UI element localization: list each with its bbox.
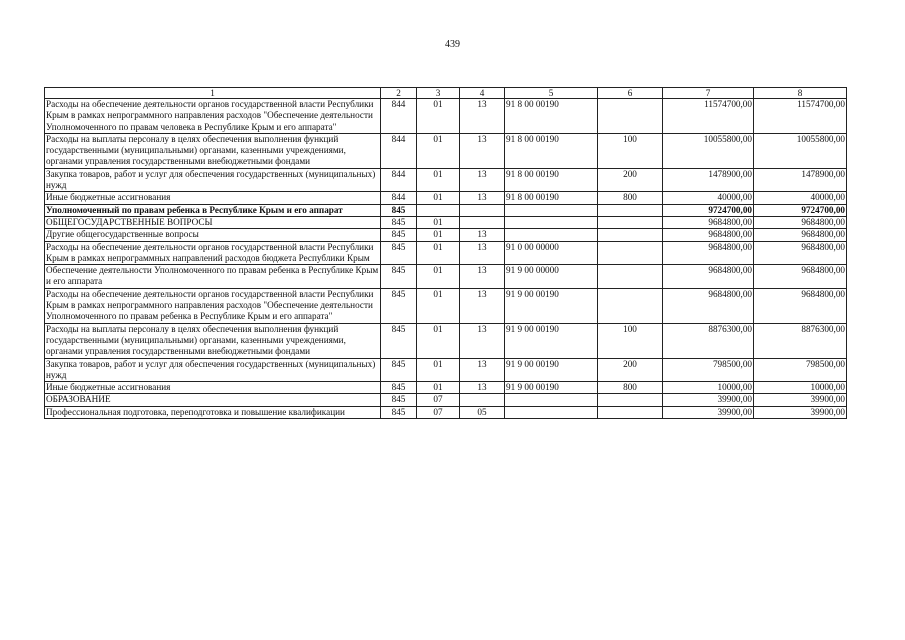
row-subsection-cell: [460, 394, 505, 406]
header-row: [45, 88, 847, 99]
row-subsection-cell: 05: [460, 406, 505, 418]
row-type-cell: [598, 216, 663, 228]
row-code-cell: 845: [381, 241, 417, 265]
row-name-cell: Уполномоченный по правам ребенка в Республике Крым и его аппарат: [45, 204, 381, 216]
row-name-cell: Закупка товаров, работ и услуг для обеспечения государственных (муниципальных) нужд: [45, 358, 381, 382]
row-subsection-cell: [460, 204, 505, 216]
row-code-cell: 844: [381, 192, 417, 204]
row-code-cell: 845: [381, 382, 417, 394]
row-subsection-cell: 13: [460, 229, 505, 241]
row-name-cell: Расходы на обеспечение деятельности органов государственной власти Республики Крым в рамках непрограммных направлений расходов бюджета Республики Крым: [45, 241, 381, 265]
header-col-2: 2: [381, 88, 417, 99]
row-section-cell: 01: [417, 216, 460, 228]
row-type-cell: 800: [598, 382, 663, 394]
row-code-cell: 845: [381, 406, 417, 418]
row-subsection-cell: 13: [460, 99, 505, 134]
row-amount-col7-cell: 39900,00: [663, 406, 754, 418]
row-section-cell: 01: [417, 358, 460, 382]
row-subsection-cell: 13: [460, 382, 505, 394]
row-code-cell: 845: [381, 265, 417, 289]
row-code-cell: 845: [381, 394, 417, 406]
row-amount-col8-cell: 9684800,00: [754, 216, 847, 228]
row-name-cell: Другие общегосударственные вопросы: [45, 229, 381, 241]
row-amount-col7-cell: 1478900,00: [663, 168, 754, 192]
row-amount-col8-cell: 11574700,00: [754, 99, 847, 134]
row-article-cell: [505, 394, 598, 406]
table-row: [45, 168, 847, 192]
row-type-cell: [598, 406, 663, 418]
table-row: [45, 99, 847, 134]
row-amount-col7-cell: 798500,00: [663, 358, 754, 382]
row-amount-col7-cell: 9684800,00: [663, 216, 754, 228]
row-amount-col7-cell: 9684800,00: [663, 241, 754, 265]
row-amount-col8-cell: 1478900,00: [754, 168, 847, 192]
table-row: [45, 406, 847, 418]
row-subsection-cell: 13: [460, 133, 505, 168]
row-type-cell: 200: [598, 358, 663, 382]
row-type-cell: 200: [598, 168, 663, 192]
row-section-cell: 01: [417, 133, 460, 168]
row-amount-col7-cell: 11574700,00: [663, 99, 754, 134]
table-row: [45, 358, 847, 382]
row-amount-col8-cell: 9724700,00: [754, 204, 847, 216]
row-name-cell: ОБЩЕГОСУДАРСТВЕННЫЕ ВОПРОСЫ: [45, 216, 381, 228]
budget-table: [44, 87, 847, 419]
row-code-cell: 845: [381, 288, 417, 323]
row-article-cell: [505, 216, 598, 228]
row-section-cell: 01: [417, 323, 460, 358]
table-row: [45, 192, 847, 204]
row-amount-col7-cell: 9724700,00: [663, 204, 754, 216]
row-name-cell: Расходы на обеспечение деятельности органов государственной власти Республики Крым в рамках непрограммного направления расходов "Обеспечение деятельности Уполномоченного по правам человека в Республике Крым и его аппарата": [45, 99, 381, 134]
row-subsection-cell: 13: [460, 288, 505, 323]
row-amount-col8-cell: 9684800,00: [754, 229, 847, 241]
table-row: [45, 382, 847, 394]
table-row: [45, 394, 847, 406]
row-article-cell: 91 9 00 00190: [505, 323, 598, 358]
row-type-cell: 800: [598, 192, 663, 204]
row-subsection-cell: 13: [460, 323, 505, 358]
row-code-cell: 845: [381, 204, 417, 216]
row-amount-col8-cell: 10055800,00: [754, 133, 847, 168]
row-section-cell: 01: [417, 265, 460, 289]
row-amount-col8-cell: 40000,00: [754, 192, 847, 204]
row-amount-col8-cell: 9684800,00: [754, 241, 847, 265]
row-name-cell: Расходы на выплаты персоналу в целях обеспечения выполнения функций государственными (муниципальными) органами, казенными учреждениями, органами управления государственными внебюджетными фондами: [45, 323, 381, 358]
row-article-cell: 91 9 00 00190: [505, 382, 598, 394]
row-section-cell: 01: [417, 229, 460, 241]
header-col-4: 4: [460, 88, 505, 99]
row-article-cell: 91 0 00 00000: [505, 241, 598, 265]
row-section-cell: [417, 204, 460, 216]
row-name-cell: Профессиональная подготовка, переподготовка и повышение квалификации: [45, 406, 381, 418]
row-code-cell: 845: [381, 358, 417, 382]
row-subsection-cell: 13: [460, 358, 505, 382]
row-amount-col8-cell: 9684800,00: [754, 288, 847, 323]
row-section-cell: 07: [417, 394, 460, 406]
row-subsection-cell: 13: [460, 265, 505, 289]
row-code-cell: 844: [381, 168, 417, 192]
row-section-cell: 01: [417, 192, 460, 204]
row-article-cell: 91 8 00 00190: [505, 168, 598, 192]
table-body: [45, 99, 847, 419]
row-type-cell: [598, 204, 663, 216]
header-col-8: 8: [754, 88, 847, 99]
row-name-cell: Иные бюджетные ассигнования: [45, 382, 381, 394]
row-code-cell: 845: [381, 323, 417, 358]
row-code-cell: 844: [381, 99, 417, 134]
row-subsection-cell: 13: [460, 192, 505, 204]
row-code-cell: 844: [381, 133, 417, 168]
table-row: [45, 241, 847, 265]
table-row: [45, 288, 847, 323]
header-col-7: 7: [663, 88, 754, 99]
row-subsection-cell: 13: [460, 241, 505, 265]
row-article-cell: [505, 406, 598, 418]
row-amount-col7-cell: 8876300,00: [663, 323, 754, 358]
row-amount-col8-cell: 10000,00: [754, 382, 847, 394]
header-col-6: 6: [598, 88, 663, 99]
row-code-cell: 845: [381, 229, 417, 241]
row-amount-col8-cell: 9684800,00: [754, 265, 847, 289]
header-col-5: 5: [505, 88, 598, 99]
row-article-cell: [505, 204, 598, 216]
table-row: [45, 265, 847, 289]
row-type-cell: [598, 394, 663, 406]
row-code-cell: 845: [381, 216, 417, 228]
row-name-cell: ОБРАЗОВАНИЕ: [45, 394, 381, 406]
row-name-cell: Обеспечение деятельности Уполномоченного по правам ребенка в Республике Крым и его аппарата: [45, 265, 381, 289]
row-type-cell: [598, 229, 663, 241]
row-type-cell: [598, 241, 663, 265]
row-type-cell: [598, 265, 663, 289]
row-section-cell: 01: [417, 288, 460, 323]
row-article-cell: 91 9 00 00000: [505, 265, 598, 289]
row-article-cell: [505, 229, 598, 241]
row-amount-col7-cell: 9684800,00: [663, 265, 754, 289]
header-col-3: 3: [417, 88, 460, 99]
page-number: 439: [445, 39, 460, 50]
row-amount-col7-cell: 40000,00: [663, 192, 754, 204]
row-article-cell: 91 8 00 00190: [505, 192, 598, 204]
row-amount-col7-cell: 9684800,00: [663, 229, 754, 241]
table-row: [45, 323, 847, 358]
row-amount-col7-cell: 10055800,00: [663, 133, 754, 168]
table-row: [45, 133, 847, 168]
row-type-cell: 100: [598, 323, 663, 358]
row-amount-col8-cell: 8876300,00: [754, 323, 847, 358]
row-section-cell: 01: [417, 99, 460, 134]
row-amount-col7-cell: 9684800,00: [663, 288, 754, 323]
row-type-cell: [598, 288, 663, 323]
row-name-cell: Расходы на обеспечение деятельности органов государственной власти Республики Крым в рамках непрограммного направления расходов "Обеспечение деятельности Уполномоченного по правам ребенка в Республике Крым и его аппарата": [45, 288, 381, 323]
row-section-cell: 01: [417, 241, 460, 265]
table-row: [45, 204, 847, 216]
row-section-cell: 01: [417, 168, 460, 192]
row-amount-col8-cell: 798500,00: [754, 358, 847, 382]
row-amount-col8-cell: 39900,00: [754, 394, 847, 406]
table-row: [45, 229, 847, 241]
table-row: [45, 216, 847, 228]
row-name-cell: Иные бюджетные ассигнования: [45, 192, 381, 204]
row-amount-col7-cell: 10000,00: [663, 382, 754, 394]
row-type-cell: 100: [598, 133, 663, 168]
row-name-cell: Закупка товаров, работ и услуг для обеспечения государственных (муниципальных) нужд: [45, 168, 381, 192]
row-article-cell: 91 8 00 00190: [505, 99, 598, 134]
row-amount-col7-cell: 39900,00: [663, 394, 754, 406]
row-type-cell: [598, 99, 663, 134]
header-col-1: 1: [45, 88, 381, 99]
row-article-cell: 91 9 00 00190: [505, 358, 598, 382]
row-article-cell: 91 8 00 00190: [505, 133, 598, 168]
row-section-cell: 01: [417, 382, 460, 394]
row-name-cell: Расходы на выплаты персоналу в целях обеспечения выполнения функций государственными (муниципальными) органами, казенными учреждениями, органами управления государственными внебюджетными фондами: [45, 133, 381, 168]
row-subsection-cell: [460, 216, 505, 228]
row-subsection-cell: 13: [460, 168, 505, 192]
row-article-cell: 91 9 00 00190: [505, 288, 598, 323]
row-section-cell: 07: [417, 406, 460, 418]
row-amount-col8-cell: 39900,00: [754, 406, 847, 418]
